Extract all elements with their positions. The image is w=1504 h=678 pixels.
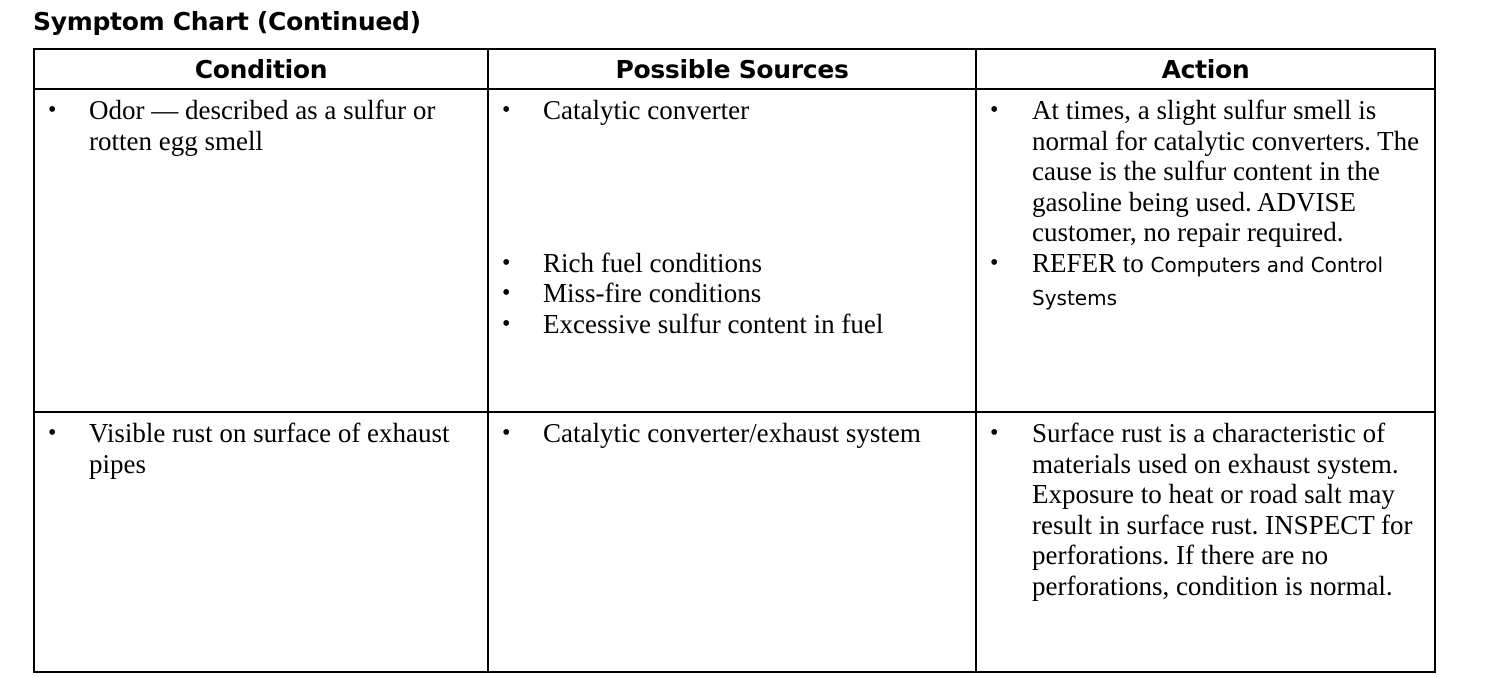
bullet-icon: • (48, 97, 57, 123)
condition-list (35, 418, 487, 479)
list-item (489, 278, 975, 309)
action-text: At times, a slight sulfur smell is normal for catalytic converters. The cause is the sulfur content in the gasoline being used. ADVISE customer, no repair required. (1032, 95, 1420, 248)
action-cell (976, 412, 1435, 672)
source-text: Catalytic converter (543, 95, 750, 125)
sources-list (489, 418, 975, 449)
condition-text: Odor — described as a sulfur or rotten egg smell (89, 95, 436, 156)
condition-text: Visible rust on surface of exhaust pipes (89, 418, 450, 479)
list-item (35, 95, 487, 156)
list-item (977, 95, 1434, 248)
list-item (489, 418, 975, 449)
source-text: Miss-fire conditions (543, 278, 762, 309)
bullet-icon: • (502, 280, 511, 307)
action-list (977, 95, 1434, 313)
refer-prefix: REFER to (1032, 247, 1144, 278)
refer-link[interactable]: Computers and Control Systems (1032, 252, 1384, 310)
bullet-icon: • (48, 420, 57, 446)
header-condition: Condition (34, 49, 488, 89)
condition-cell (34, 89, 488, 412)
header-action: Action (976, 49, 1435, 89)
table-header-row (34, 49, 1435, 89)
bullet-icon: • (502, 310, 511, 337)
bullet-icon: • (502, 249, 511, 276)
page-title: Symptom Chart (Continued) (33, 7, 421, 36)
action-cell (976, 89, 1435, 412)
source-text: Catalytic converter/exhaust system (543, 418, 921, 448)
bullet-icon: • (990, 420, 999, 446)
condition-list (35, 95, 487, 156)
header-possible-sources: Possible Sources (488, 49, 976, 89)
sources-cell (488, 412, 976, 672)
table-row (34, 89, 1435, 412)
table-row (34, 412, 1435, 672)
list-item (489, 309, 975, 340)
bullet-icon: • (502, 97, 511, 123)
bullet-icon: • (990, 249, 999, 276)
list-item (977, 248, 1434, 313)
list-item (489, 248, 975, 279)
list-item (35, 418, 487, 479)
sources-list (489, 95, 975, 339)
bullet-icon: • (990, 97, 999, 123)
sources-cell (488, 89, 976, 412)
source-text: Rich fuel conditions (543, 247, 762, 278)
symptom-chart-table (33, 48, 1436, 673)
action-text: Surface rust is a characteristic of materials used on exhaust system. Exposure to heat or road salt may result in surface rust. INSPECT for perforations. If there are no perforations, condition is normal. (1032, 418, 1413, 601)
list-item (977, 418, 1434, 602)
action-list (977, 418, 1434, 602)
list-item (489, 95, 975, 126)
source-text: Excessive sulfur content in fuel (543, 308, 884, 339)
condition-cell (34, 412, 488, 672)
bullet-icon: • (502, 420, 511, 446)
